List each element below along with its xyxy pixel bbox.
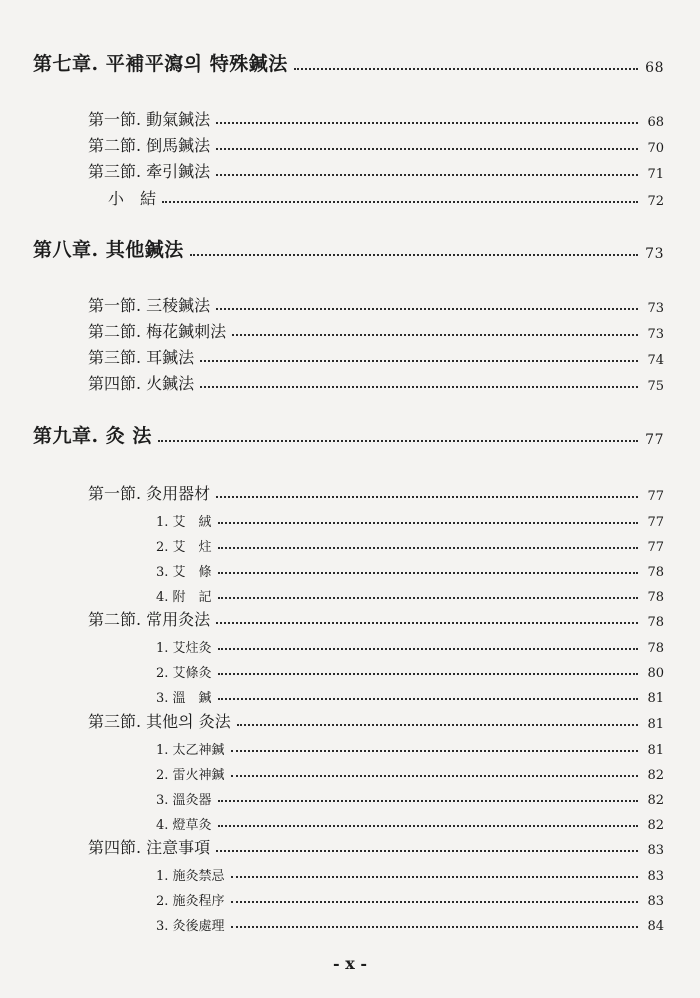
toc-title: 第二節. 梅花鍼刺法 [88, 322, 227, 341]
toc-item [156, 732, 664, 758]
toc-chapter-8 [33, 236, 664, 262]
toc-page-number: 83 [647, 843, 664, 858]
leader-dots [231, 775, 638, 777]
toc-title: 1. 太乙神鍼 [156, 743, 225, 758]
toc-page-number: 77 [645, 432, 664, 448]
toc-chapter-9 [33, 422, 664, 448]
toc-title: 1. 艾 絨 [156, 515, 212, 530]
toc-title: 第三節. 其他의 灸法 [88, 712, 231, 731]
leader-dots [218, 800, 638, 802]
leader-dots [231, 901, 638, 903]
toc-title: 第二節. 倒馬鍼法 [88, 136, 211, 155]
toc-title: 1. 艾炷灸 [156, 641, 212, 656]
toc-section [88, 832, 664, 858]
toc-page-number: 78 [647, 590, 664, 605]
toc-chapter-7 [33, 50, 664, 76]
leader-dots [216, 174, 638, 176]
toc-title: 第二節. 常用灸法 [88, 610, 211, 629]
toc-page-number: 68 [645, 60, 664, 76]
toc-page-number: 78 [647, 565, 664, 580]
toc-title: 小 結 [108, 189, 157, 208]
toc-title: 3. 溫灸器 [156, 793, 212, 808]
toc-page-number: 72 [647, 194, 664, 209]
toc-title: 第三節. 耳鍼法 [88, 348, 195, 367]
leader-dots [237, 724, 638, 726]
leader-dots [190, 254, 638, 256]
toc-item [156, 858, 664, 884]
leader-dots [231, 876, 638, 878]
toc-section [88, 706, 664, 732]
leader-dots [218, 522, 638, 524]
toc-section [88, 342, 664, 368]
toc-page-number: 77 [647, 515, 664, 530]
leader-dots [162, 201, 638, 203]
toc-title: 第三節. 牽引鍼法 [88, 162, 211, 181]
leader-dots [218, 597, 638, 599]
leader-dots [216, 496, 638, 498]
toc-page-number: 82 [647, 793, 664, 808]
toc-section [88, 104, 664, 130]
toc-title: 4. 附 記 [156, 590, 212, 605]
leader-dots [200, 386, 638, 388]
leader-dots [218, 698, 638, 700]
leader-dots [200, 360, 638, 362]
leader-dots [294, 68, 638, 70]
toc-item [156, 757, 664, 783]
toc-title: 第八章. 其他鍼法 [33, 239, 184, 261]
leader-dots [231, 750, 638, 752]
toc-section [88, 130, 664, 156]
toc-section [88, 478, 664, 504]
leader-dots [232, 334, 638, 336]
toc-title: 第九章. 灸 法 [33, 425, 152, 447]
leader-dots [218, 648, 638, 650]
leader-dots [218, 673, 638, 675]
toc-page-number: 81 [647, 717, 664, 732]
leader-dots [216, 850, 638, 852]
leader-dots [216, 148, 638, 150]
toc-page-number: 71 [647, 167, 664, 182]
toc-section [88, 316, 664, 342]
toc-title: 2. 艾 炷 [156, 540, 212, 555]
toc-page-number: 77 [647, 540, 664, 555]
toc-section [88, 368, 664, 394]
toc-section [108, 183, 664, 209]
leader-dots [216, 622, 638, 624]
toc-page-number: 80 [647, 666, 664, 681]
toc-page-number: 82 [647, 818, 664, 833]
toc-title: 第七章. 平補平瀉의 特殊鍼法 [33, 53, 288, 75]
leader-dots [231, 926, 638, 928]
toc-item [156, 554, 664, 580]
toc-page-number: 84 [647, 919, 664, 934]
toc-item [156, 908, 664, 934]
toc-title: 3. 灸後處理 [156, 919, 225, 934]
toc-page-number: 73 [645, 246, 664, 262]
toc-title: 第四節. 注意事項 [88, 838, 211, 857]
toc-page-number: 78 [647, 641, 664, 656]
toc-item [156, 579, 664, 605]
toc-item [156, 883, 664, 909]
toc-title: 2. 雷火神鍼 [156, 768, 225, 783]
toc-page-number: 82 [647, 768, 664, 783]
toc-section [88, 156, 664, 182]
toc-item [156, 782, 664, 808]
toc-page-number: 77 [647, 489, 664, 504]
leader-dots [216, 122, 638, 124]
toc-item [156, 630, 664, 656]
toc-item [156, 504, 664, 530]
toc-page-number: 68 [647, 115, 664, 130]
toc-item [156, 529, 664, 555]
toc-page-number: 81 [647, 743, 664, 758]
toc-title: 3. 艾 條 [156, 565, 212, 580]
toc-title: 第一節. 三稜鍼法 [88, 296, 211, 315]
toc-page-number: 73 [647, 301, 664, 316]
toc-item [156, 655, 664, 681]
toc-page-number: 78 [647, 615, 664, 630]
toc-page-number: 70 [647, 141, 664, 156]
toc-page-number: 83 [647, 869, 664, 884]
toc-title: 1. 施灸禁忌 [156, 869, 225, 884]
toc-page-number: 75 [647, 379, 664, 394]
leader-dots [216, 308, 638, 310]
toc-title: 第一節. 灸用器材 [88, 484, 211, 503]
toc-item [156, 680, 664, 706]
leader-dots [218, 547, 638, 549]
leader-dots [158, 440, 638, 442]
toc-page-number: 81 [647, 691, 664, 706]
toc-title: 2. 施灸程序 [156, 894, 225, 909]
leader-dots [218, 572, 638, 574]
toc-title: 第四節. 火鍼法 [88, 374, 195, 393]
toc-title: 3. 溫 鍼 [156, 691, 212, 706]
toc-item [156, 807, 664, 833]
leader-dots [218, 825, 638, 827]
toc-section [88, 290, 664, 316]
toc-page-number: 73 [647, 327, 664, 342]
page-number: - x - [333, 954, 367, 973]
toc-title: 4. 燈草灸 [156, 818, 212, 833]
toc-page-number: 74 [647, 353, 664, 368]
toc-section [88, 604, 664, 630]
toc-title: 2. 艾條灸 [156, 666, 212, 681]
toc-title: 第一節. 動氣鍼法 [88, 110, 211, 129]
toc-page-number: 83 [647, 894, 664, 909]
